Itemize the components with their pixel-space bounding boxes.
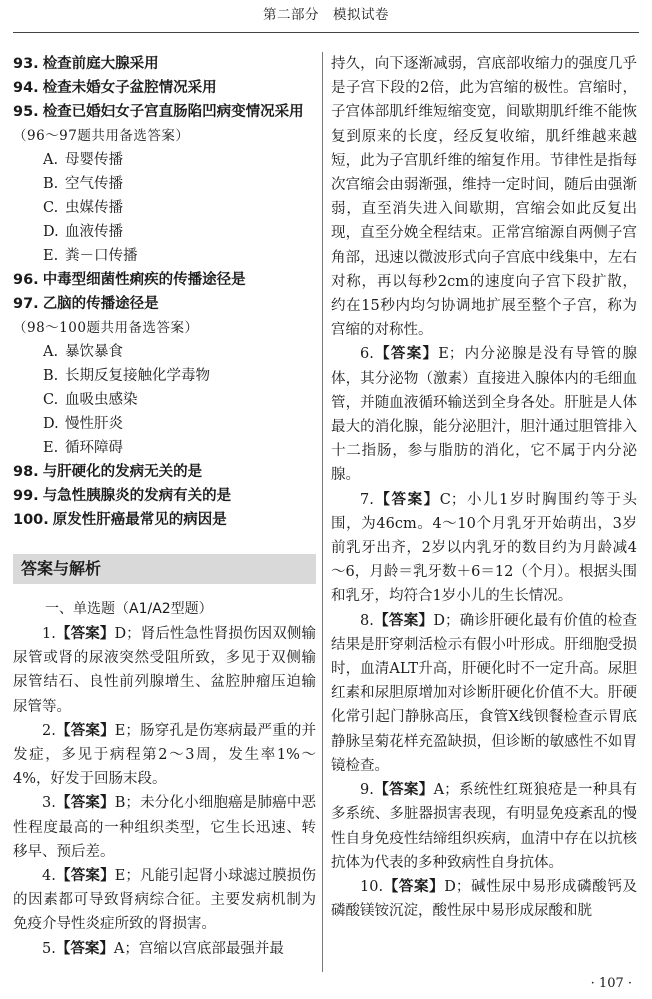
answer-number: 10. bbox=[360, 878, 384, 895]
option-text: 母婴传播 bbox=[65, 152, 123, 168]
option-b bbox=[13, 172, 316, 196]
answer-7 bbox=[331, 488, 637, 609]
option-c bbox=[13, 388, 316, 412]
option-letter: C. bbox=[43, 392, 59, 408]
option-text: 粪－口传播 bbox=[65, 248, 138, 264]
question-text: 与急性胰腺炎的发病有关的是 bbox=[42, 488, 232, 504]
answer-9 bbox=[331, 778, 637, 875]
answer-tag: 【答案】 bbox=[383, 878, 445, 895]
option-text: 血吸虫感染 bbox=[65, 392, 138, 408]
answer-number: 9. bbox=[360, 782, 374, 799]
question-text: 检查未婚女子盆腔情况采用 bbox=[42, 80, 217, 96]
option-letter: E. bbox=[43, 440, 59, 456]
option-text: 虫媒传播 bbox=[65, 200, 123, 216]
question-text: 检查已婚妇女子宫直肠陷凹病变情况采用 bbox=[42, 104, 304, 120]
answer-number: 1. bbox=[42, 626, 56, 642]
answer-text: A；宫缩以宫底部最强并最 bbox=[113, 940, 284, 957]
answer-tag: 【答案】 bbox=[373, 782, 434, 799]
question-text: 原发性肝癌最常见的病因是 bbox=[52, 512, 227, 528]
answer-text: D；肾后性急性肾损伤因双侧输尿管或肾的尿液突然受阻所致，多见于双侧输尿管结石、良性前列腺增生、盆腔肿瘤压迫输尿管等。 bbox=[13, 626, 317, 715]
answer-2 bbox=[13, 719, 316, 792]
option-letter: D. bbox=[43, 416, 59, 432]
option-c bbox=[13, 196, 316, 220]
option-letter: B. bbox=[43, 176, 59, 192]
answer-tag: 【答案】 bbox=[55, 626, 115, 642]
option-d bbox=[13, 412, 316, 436]
question-text: 中毒型细菌性痢疾的传播途径是 bbox=[42, 272, 246, 288]
answer-tag: 【答案】 bbox=[373, 491, 440, 508]
question-98 bbox=[13, 460, 316, 484]
question-number: 98. bbox=[13, 464, 39, 480]
answer-1 bbox=[13, 622, 316, 719]
question-99 bbox=[13, 484, 316, 508]
option-letter: D. bbox=[43, 224, 59, 240]
answer-tag: 【答案】 bbox=[373, 346, 439, 363]
answer-tag: 【答案】 bbox=[373, 612, 434, 629]
question-number: 97. bbox=[13, 296, 39, 312]
column-divider bbox=[322, 52, 323, 972]
answer-8 bbox=[331, 609, 637, 778]
left-column bbox=[13, 52, 316, 961]
shared-options-note-98-100: （98～100题共用备选答案） bbox=[13, 320, 199, 336]
question-100 bbox=[13, 508, 316, 532]
answer-tag: 【答案】 bbox=[55, 940, 114, 957]
question-97 bbox=[13, 292, 316, 316]
answer-number: 7. bbox=[360, 491, 374, 508]
answer-10 bbox=[331, 875, 637, 923]
answer-text: D；确诊肝硬化最有价值的检查结果是肝穿刺活检示有假小叶形成。肝细胞受损时，血清ALT升高，肝硬化时不一定升高。尿胆红素和尿胆原增加对诊断肝硬化价值不大。肝硬化常引起门静脉高压，食管X线钡餐检查示胃底静脉呈菊花样充盈缺损，但诊断的敏感性不如胃镜检查。 bbox=[331, 612, 638, 774]
right-column bbox=[331, 52, 637, 923]
question-text: 与肝硬化的发病无关的是 bbox=[42, 464, 203, 480]
option-letter: E. bbox=[43, 248, 59, 264]
answer-5 bbox=[13, 937, 316, 961]
answer-text: E；内分泌腺是没有导管的腺体，其分泌物（激素）直接进入腺体内的毛细血管，并随血液循环输送到全身各处。肝脏是人体最大的消化腺，能分泌胆汁，胆汁通过胆管排入十二指肠，参与脂肪的消化，它不属于内分泌腺。 bbox=[331, 346, 638, 484]
answer-3 bbox=[13, 791, 316, 864]
option-text: 循环障碍 bbox=[65, 440, 123, 456]
option-a bbox=[13, 340, 316, 364]
answer-text: A；系统性红斑狼疮是一种具有多系统、多脏器损害表现，有明显免疫紊乱的慢性自身免疫性结缔组织疾病，血清中存在以抗核抗体为代表的多种致病性自身抗体。 bbox=[331, 782, 637, 871]
subsection-heading: 一、单选题（A1/A2型题） bbox=[45, 601, 213, 617]
section-heading: 答案与解析 bbox=[13, 554, 316, 584]
option-text: 暴饮暴食 bbox=[65, 344, 123, 360]
header-rule bbox=[13, 32, 639, 33]
question-93 bbox=[13, 52, 316, 76]
question-95 bbox=[13, 100, 316, 124]
answer-number: 2. bbox=[42, 722, 56, 739]
option-letter: A. bbox=[43, 344, 59, 360]
running-header: 第二部分 模拟试卷 bbox=[263, 7, 389, 23]
option-text: 慢性肝炎 bbox=[65, 416, 123, 432]
option-e bbox=[13, 244, 316, 268]
option-letter: B. bbox=[43, 368, 59, 384]
question-text: 检查前庭大腺采用 bbox=[42, 56, 159, 72]
question-94 bbox=[13, 76, 316, 100]
question-number: 99. bbox=[13, 488, 39, 504]
answer-text: E；凡能引起肾小球滤过膜损伤的因素都可导致肾病综合征。主要发病机制为免疫介导性炎症所致的肾损害。 bbox=[13, 868, 316, 933]
answer-5-continuation: 持久，向下逐渐减弱，宫底部收缩力的强度几乎是子宫下段的2倍，此为宫缩的极性。宫缩时，子宫体部肌纤维短缩变宽，间歇期肌纤维不能恢复到原来的长度，经反复收缩，肌纤维越来越短，此为子宫肌纤维的缩复作用。节律性是指每次宫缩会由弱渐强，维持一定时间，随后由强渐弱，直至消失进入间歇期，宫缩会如此反复出现，直至分娩全程结束。正常宫缩源自两侧子宫角部，迅速以微波形式向子宫底中线集中，左右对称，再以每秒2cm的速度向子宫下段扩散，约在15秒内均匀协调地扩展至整个子宫，称为宫缩的对称性。 bbox=[331, 56, 637, 339]
question-number: 100. bbox=[13, 512, 49, 528]
option-text: 空气传播 bbox=[65, 176, 123, 192]
answer-text: B；未分化小细胞癌是肺癌中恶性程度最高的一种组织类型，它生长迅速、转移早、预后差。 bbox=[13, 795, 317, 860]
answer-text: D；碱性尿中易形成磷酸钙及磷酸镁铵沉淀，酸性尿中易形成尿酸和胱 bbox=[331, 878, 638, 920]
answer-number: 5. bbox=[42, 940, 56, 957]
answer-text: E；肠穿孔是伤寒病最严重的并发症，多见于病程第2～3周，发生率1%～4%，好发于回肠末段。 bbox=[13, 722, 316, 788]
option-d bbox=[13, 220, 316, 244]
option-b bbox=[13, 364, 316, 388]
answer-tag: 【答案】 bbox=[55, 868, 115, 885]
answer-tag: 【答案】 bbox=[55, 722, 115, 739]
answer-6 bbox=[331, 342, 637, 487]
option-text: 血液传播 bbox=[65, 224, 123, 240]
question-96 bbox=[13, 268, 316, 292]
option-letter: A. bbox=[43, 152, 59, 168]
answer-tag: 【答案】 bbox=[55, 795, 115, 812]
answer-4 bbox=[13, 864, 316, 937]
page-number: · 107 · bbox=[590, 976, 632, 991]
question-number: 93. bbox=[13, 56, 39, 72]
question-number: 94. bbox=[13, 80, 39, 96]
answer-text: C；小儿1岁时胸围约等于头围，为46cm。4～10个月乳牙开始萌出，3岁前乳牙出齐，2岁以内乳牙的数目约为月龄减4～6，月龄＝乳牙数＋6＝12（个月）。根据头围和乳牙，均符合1岁小儿的生长情况。 bbox=[331, 491, 637, 605]
option-a bbox=[13, 148, 316, 172]
question-number: 95. bbox=[13, 104, 39, 120]
answer-number: 4. bbox=[42, 868, 56, 885]
answer-number: 8. bbox=[360, 612, 374, 629]
question-text: 乙脑的传播途径是 bbox=[42, 296, 159, 312]
answer-number: 3. bbox=[42, 795, 56, 812]
shared-options-note-96-97: （96～97题共用备选答案） bbox=[13, 128, 190, 144]
answer-number: 6. bbox=[360, 346, 374, 363]
option-letter: C. bbox=[43, 200, 59, 216]
option-text: 长期反复接触化学毒物 bbox=[65, 368, 210, 384]
option-e bbox=[13, 436, 316, 460]
question-number: 96. bbox=[13, 272, 39, 288]
